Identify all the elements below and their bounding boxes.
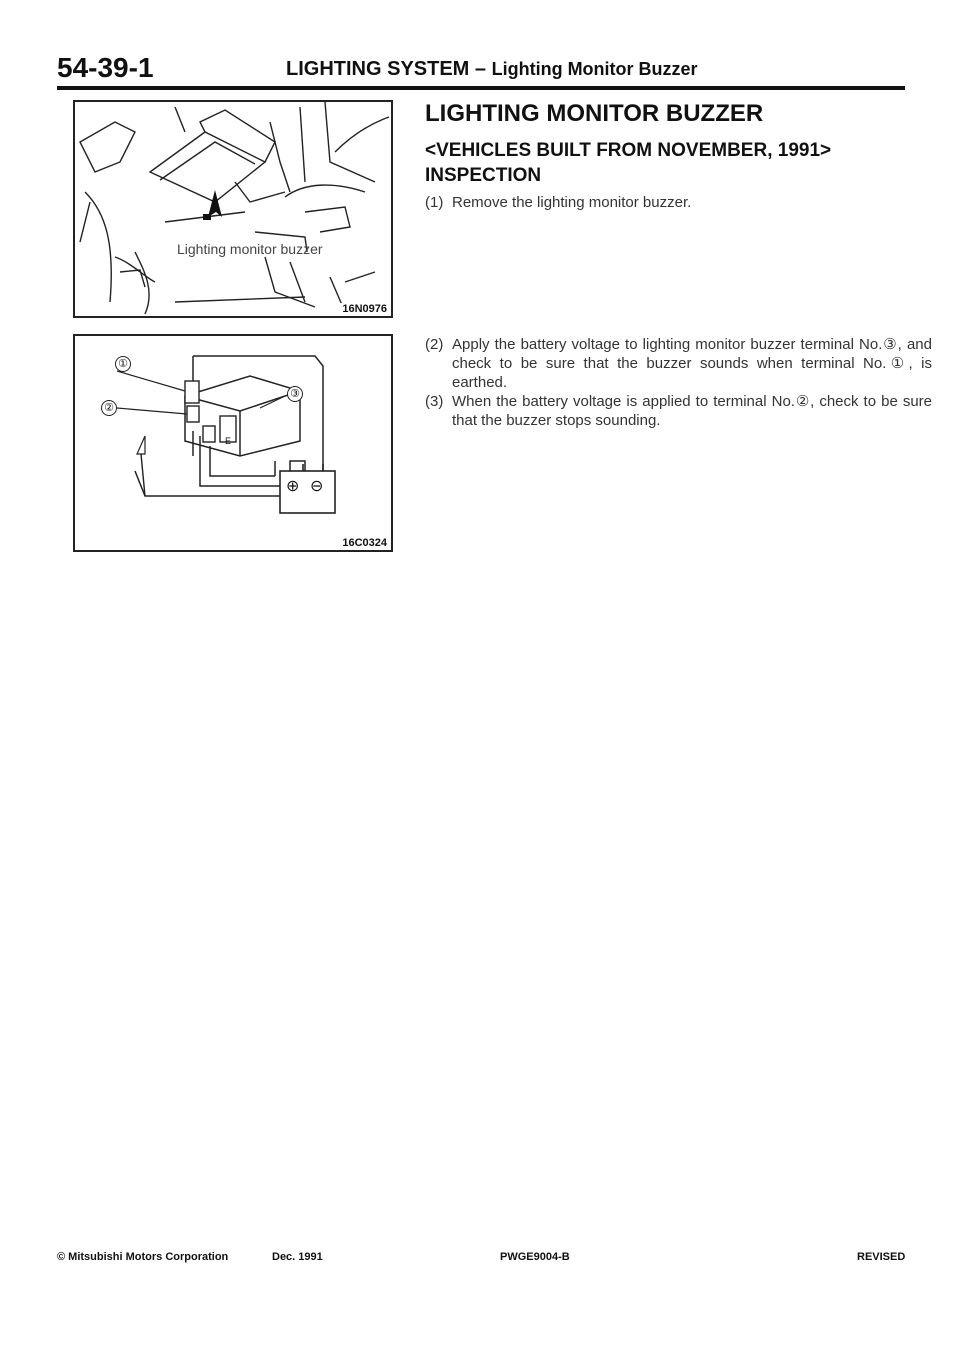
battery-negative-icon: ⊖: [310, 478, 324, 495]
figure-code: 16C0324: [342, 537, 387, 549]
terminal-3-callout: ③: [287, 386, 303, 402]
subsection-name: Lighting Monitor Buzzer: [491, 59, 698, 79]
step-number: (2): [425, 336, 444, 353]
battery-positive-icon: ⊕: [286, 478, 300, 495]
inspection-heading: INSPECTION: [425, 165, 542, 186]
footer-date: Dec. 1991: [272, 1251, 323, 1263]
footer-doc-code: PWGE9004-B: [500, 1251, 570, 1263]
step-text: Apply the battery voltage to lighting monitor buzzer terminal No.③, and check to be sure that the buzzer sounds when terminal No.①, is earthed.: [452, 336, 932, 391]
figure-buzzer-test-circuit: [73, 334, 393, 552]
terminal-2-callout: ②: [101, 400, 117, 416]
header-separator: –: [474, 58, 487, 80]
figure-buzzer-location: [73, 100, 393, 318]
step-number: (3): [425, 393, 444, 410]
step-number: (1): [425, 194, 444, 211]
section-title: LIGHTING MONITOR BUZZER: [425, 100, 764, 127]
footer-copyright: © Mitsubishi Motors Corporation: [57, 1251, 229, 1263]
terminal-1-callout: ①: [115, 356, 131, 372]
page-number: 54-39-1: [57, 52, 154, 83]
figure-code: 16N0976: [342, 303, 387, 315]
step-text: When the battery voltage is applied to terminal No.②, check to be sure that the buzzer stops sounding.: [452, 393, 932, 429]
earth-mark: E: [225, 436, 232, 446]
page-header-title: [286, 58, 698, 81]
section-name: LIGHTING SYSTEM: [286, 58, 470, 80]
location-illustration: [75, 102, 391, 316]
buzzer-callout-label: Lighting monitor buzzer: [177, 241, 323, 257]
step-text: Remove the lighting monitor buzzer.: [452, 194, 692, 211]
header-rule: [57, 86, 905, 90]
footer-status: REVISED: [857, 1251, 906, 1263]
section-subtitle: <VEHICLES BUILT FROM NOVEMBER, 1991>: [425, 140, 832, 161]
